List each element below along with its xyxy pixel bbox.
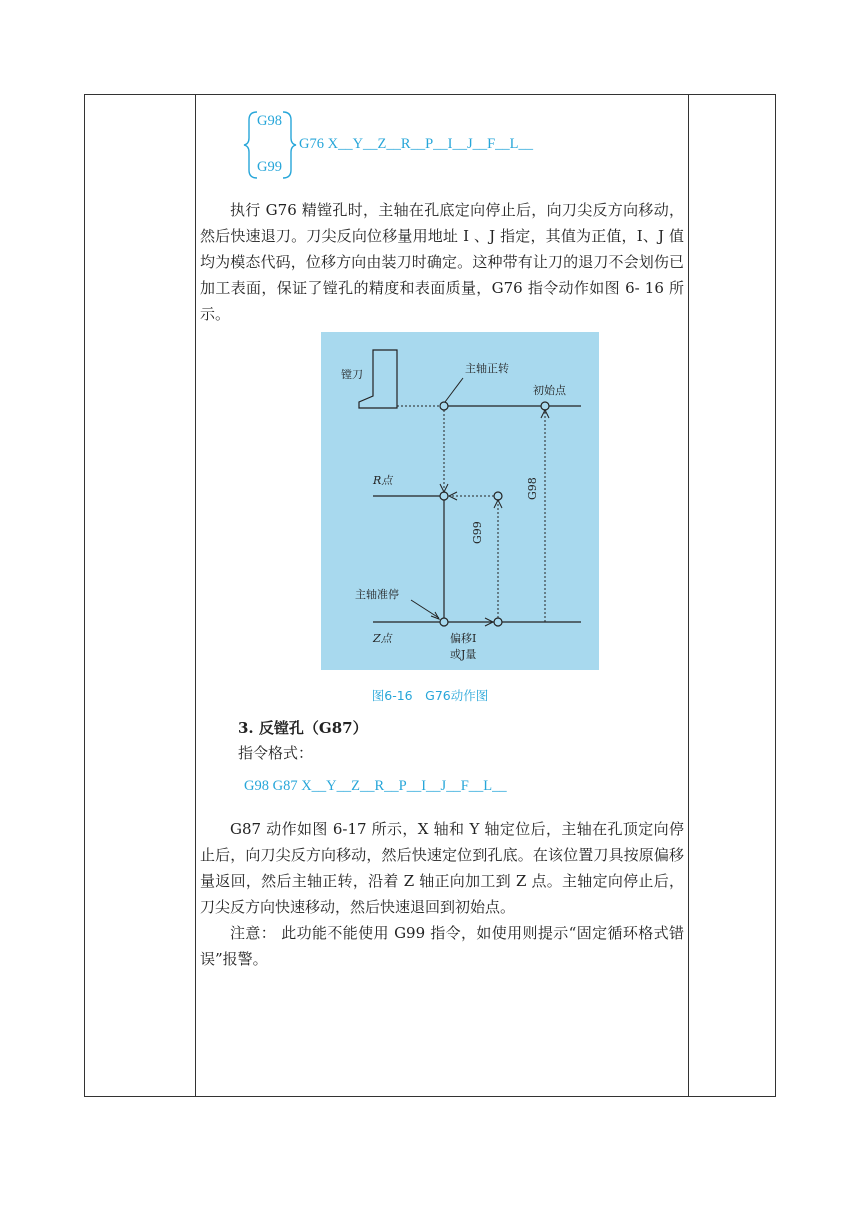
figure-g76 [321,332,599,670]
offset-label-line1: 偏移I [450,632,477,645]
boring-tool-icon [359,350,397,408]
paragraph-g87-text: G87 动作如图 6-17 所示，X 轴和 Y 轴定位后，主轴在孔顶定向停止后，向刀尖反方向移动，然后快速定位到孔底。在该位置刀具按原偏移量返回，然后主轴正转，沿着 Z 轴正向加工到 Z 点。主轴定向停止后，刀尖反方向快速移动，然后快速退回到初始点。 [200,820,684,916]
g87-command: G98 G87 X__Y__Z__R__P__I__J__F__L__ [244,778,507,794]
spindle-start-point [440,402,448,410]
r-point-marker [440,492,448,500]
z-offset-marker [494,618,502,626]
g98-label: G98 [526,477,539,500]
note-text: 注意： 此功能不能使用 G99 指令，如使用则提示“固定循环格式错误”报警。 [200,924,684,968]
initial-point-marker [541,402,549,410]
g99-label: G99 [471,521,484,544]
initial-point-label: 初始点 [533,384,566,397]
r-offset-marker [494,492,502,500]
g76-format [243,110,603,180]
section-heading-g87: 3. 反镗孔（G87） [238,719,368,737]
g98-option: G98 [257,113,282,129]
paragraph-g87 [200,816,684,972]
z-point-label: Z点 [373,632,392,645]
paragraph-g76-text: 执行 G76 精镗孔时，主轴在孔底定向停止后，向刀尖反方向移动，然后快速退刀。刀尖反向位移量用地址 I 、J 指定，其值为正值，I、J 值均为模态代码，位移方向由装刀时确定。这种带有让刀的退刀不会划伤已加工表面，保证了镗孔的精度和表面质量，G76 指令动作如图 6- 16 所示。 [200,201,684,323]
g76-command: G76 X__Y__Z__R__P__I__J__F__L__ [299,136,534,152]
g99-option: G99 [257,159,282,175]
spindle-stop-label: 主轴准停 [355,588,399,601]
column-divider-left [195,95,196,1096]
paragraph-g76 [200,197,684,327]
spindle-forward-label: 主轴正转 [465,362,509,375]
tool-label: 镗刀 [341,368,363,381]
format-label: 指令格式： [238,744,314,762]
column-divider-right [688,95,689,1096]
offset-label-line2: 或J量 [450,648,477,661]
brace-right-icon [281,110,301,180]
figure-caption: 图6-16 G76动作图 [371,688,489,703]
z-point-marker [440,618,448,626]
r-point-label: R点 [373,474,393,487]
